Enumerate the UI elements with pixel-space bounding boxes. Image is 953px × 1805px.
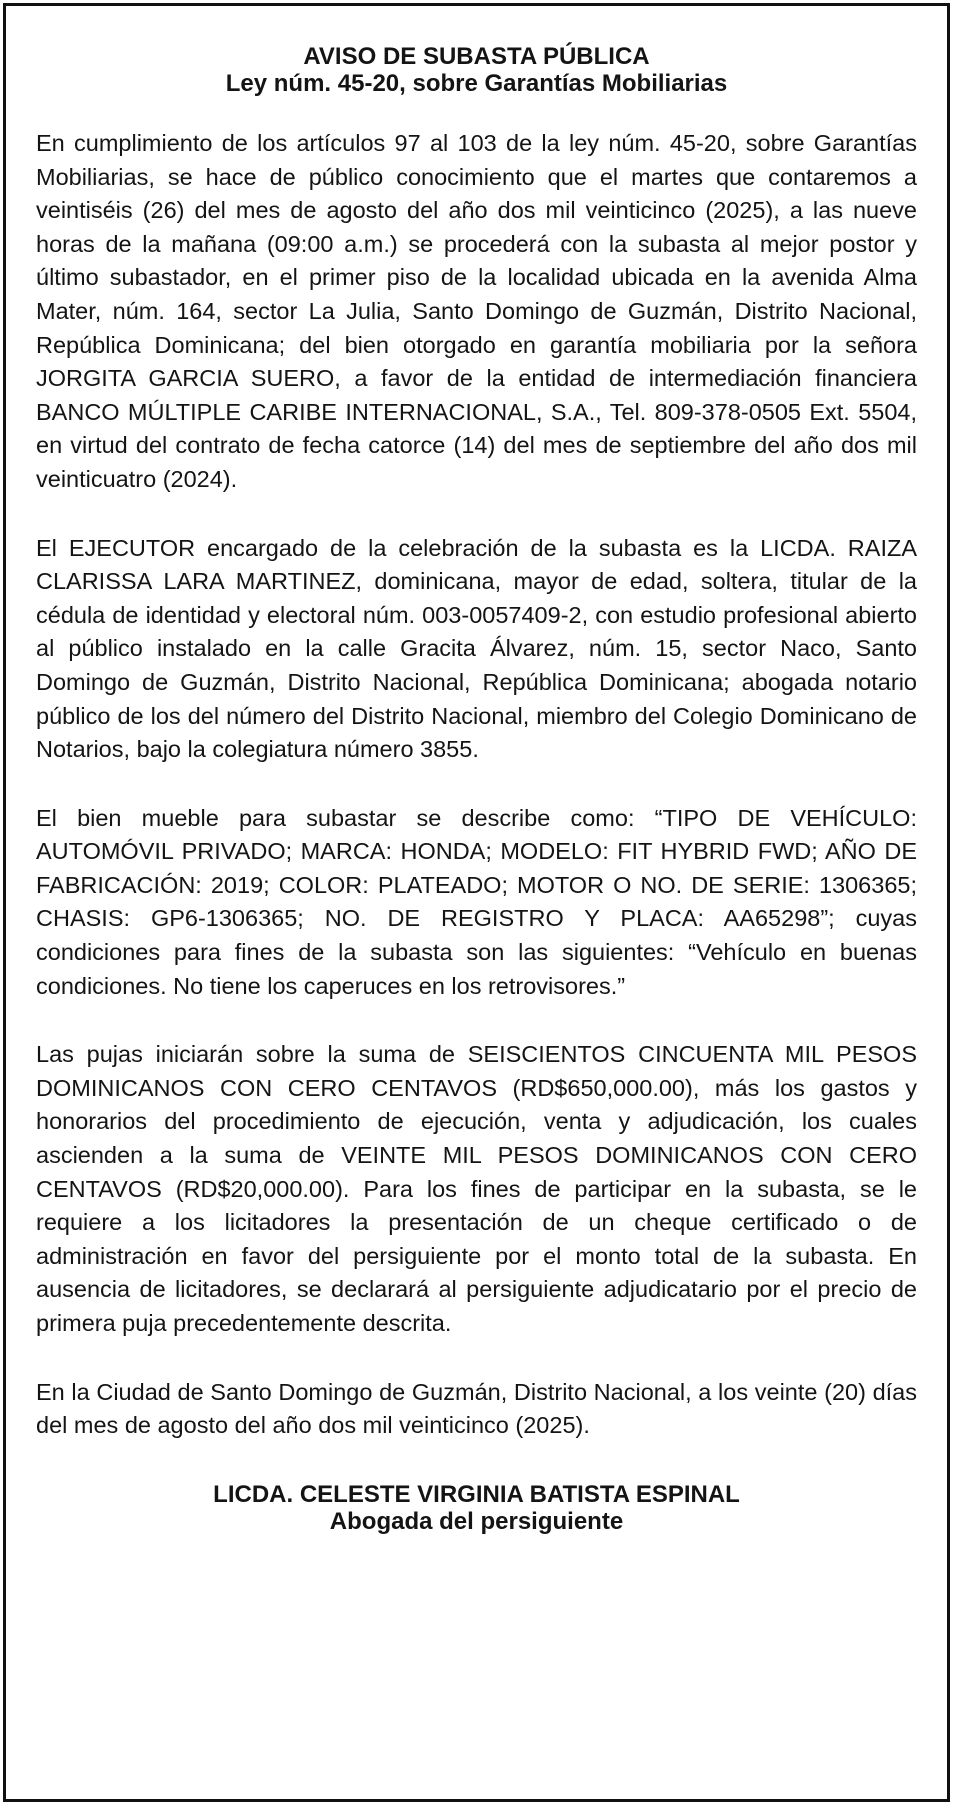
signature-block bbox=[36, 1481, 917, 1535]
signature-role: Abogada del persiguiente bbox=[329, 1507, 624, 1535]
paragraph-executor: El EJECUTOR encargado de la celebración de la subasta es la LICDA. RAIZA CLARISSA LARA MARTINEZ, dominicana, mayor de edad, soltera, titular de la cédula de identidad y electoral núm. 003-0057409-2, con estudio profesional abierto al público instalado en la calle Gracita Álvarez, núm. 15, sector Naco, Santo Domingo de Guzmán, Distrito Nacional, República Dominicana; abogada notario público de los del número del Distrito Nacional, miembro del Colegio Dominicano de Notarios, bajo la colegiatura número 3855. bbox=[36, 534, 917, 763]
notice-frame bbox=[3, 3, 950, 1802]
paragraph-place-date: En la Ciudad de Santo Domingo de Guzmán, Distrito Nacional, a los veinte (20) días del mes de agosto del año dos mil veinticinco (2025). bbox=[36, 1378, 917, 1439]
signature-name: LICDA. CELESTE VIRGINIA BATISTA ESPINAL bbox=[213, 1480, 740, 1508]
notice-header bbox=[36, 43, 917, 97]
notice-title: AVISO DE SUBASTA PÚBLICA bbox=[303, 43, 650, 70]
notice-subtitle: Ley núm. 45-20, sobre Garantías Mobiliarias bbox=[225, 70, 728, 97]
paragraph-bidding-terms: Las pujas iniciarán sobre la suma de SEISCIENTOS CINCUENTA MIL PESOS DOMINICANOS CON CERO CENTAVOS (RD$650,000.00), más los gastos y honorarios del procedimiento de ejecución, venta y adjudicación, los cuales ascienden a la suma de VEINTE MIL PESOS DOMINICANOS CON CERO CENTAVOS (RD$20,000.00). Para los fines de participar en la subasta, se le requiere a los licitadores la presentación de un cheque certificado o de administración en favor del persiguiente por el monto total de la subasta. En ausencia de licitadores, se declarará al persiguiente adjudicatario por el precio de primera puja precedentemente descrita. bbox=[36, 1041, 917, 1336]
paragraph-auction-announcement: En cumplimiento de los artículos 97 al 103 de la ley núm. 45-20, sobre Garantías Mobiliarias, se hace de público conocimiento que el martes que contaremos a veintiséis (26) del mes de agosto del año dos mil veinticinco (2025), a las nueve horas de la mañana (09:00 a.m.) se procederá con la subasta al mejor postor y último subastador, en el primer piso de la localidad ubicada en la avenida Alma Mater, núm. 164, sector La Julia, Santo Domingo de Guzmán, Distrito Nacional, República Dominicana; del bien otorgado en garantía mobiliaria por la señora JORGITA GARCIA SUERO, a favor de la entidad de intermediación financiera BANCO MÚLTIPLE CARIBE INTERNACIONAL, S.A., Tel. 809-378-0505 Ext. 5504, en virtud del contrato de fecha catorce (14) del mes de septiembre del año dos mil veinticuatro (2024). bbox=[36, 130, 917, 492]
paragraph-vehicle-description: El bien mueble para subastar se describe como: “TIPO DE VEHÍCULO: AUTOMÓVIL PRIVADO; MARCA: HONDA; MODELO: FIT HYBRID FWD; AÑO DE FABRICACIÓN: 2019; COLOR: PLATEADO; MOTOR O NO. DE SERIE: 1306365; CHASIS: GP6-1306365; NO. DE REGISTRO Y PLACA: AA65298”; cuyas condiciones para fines de la subasta son las siguientes: “Vehículo en buenas condiciones. No tiene los caperuces en los retrovisores.” bbox=[36, 804, 917, 999]
notice-content bbox=[36, 43, 917, 1535]
